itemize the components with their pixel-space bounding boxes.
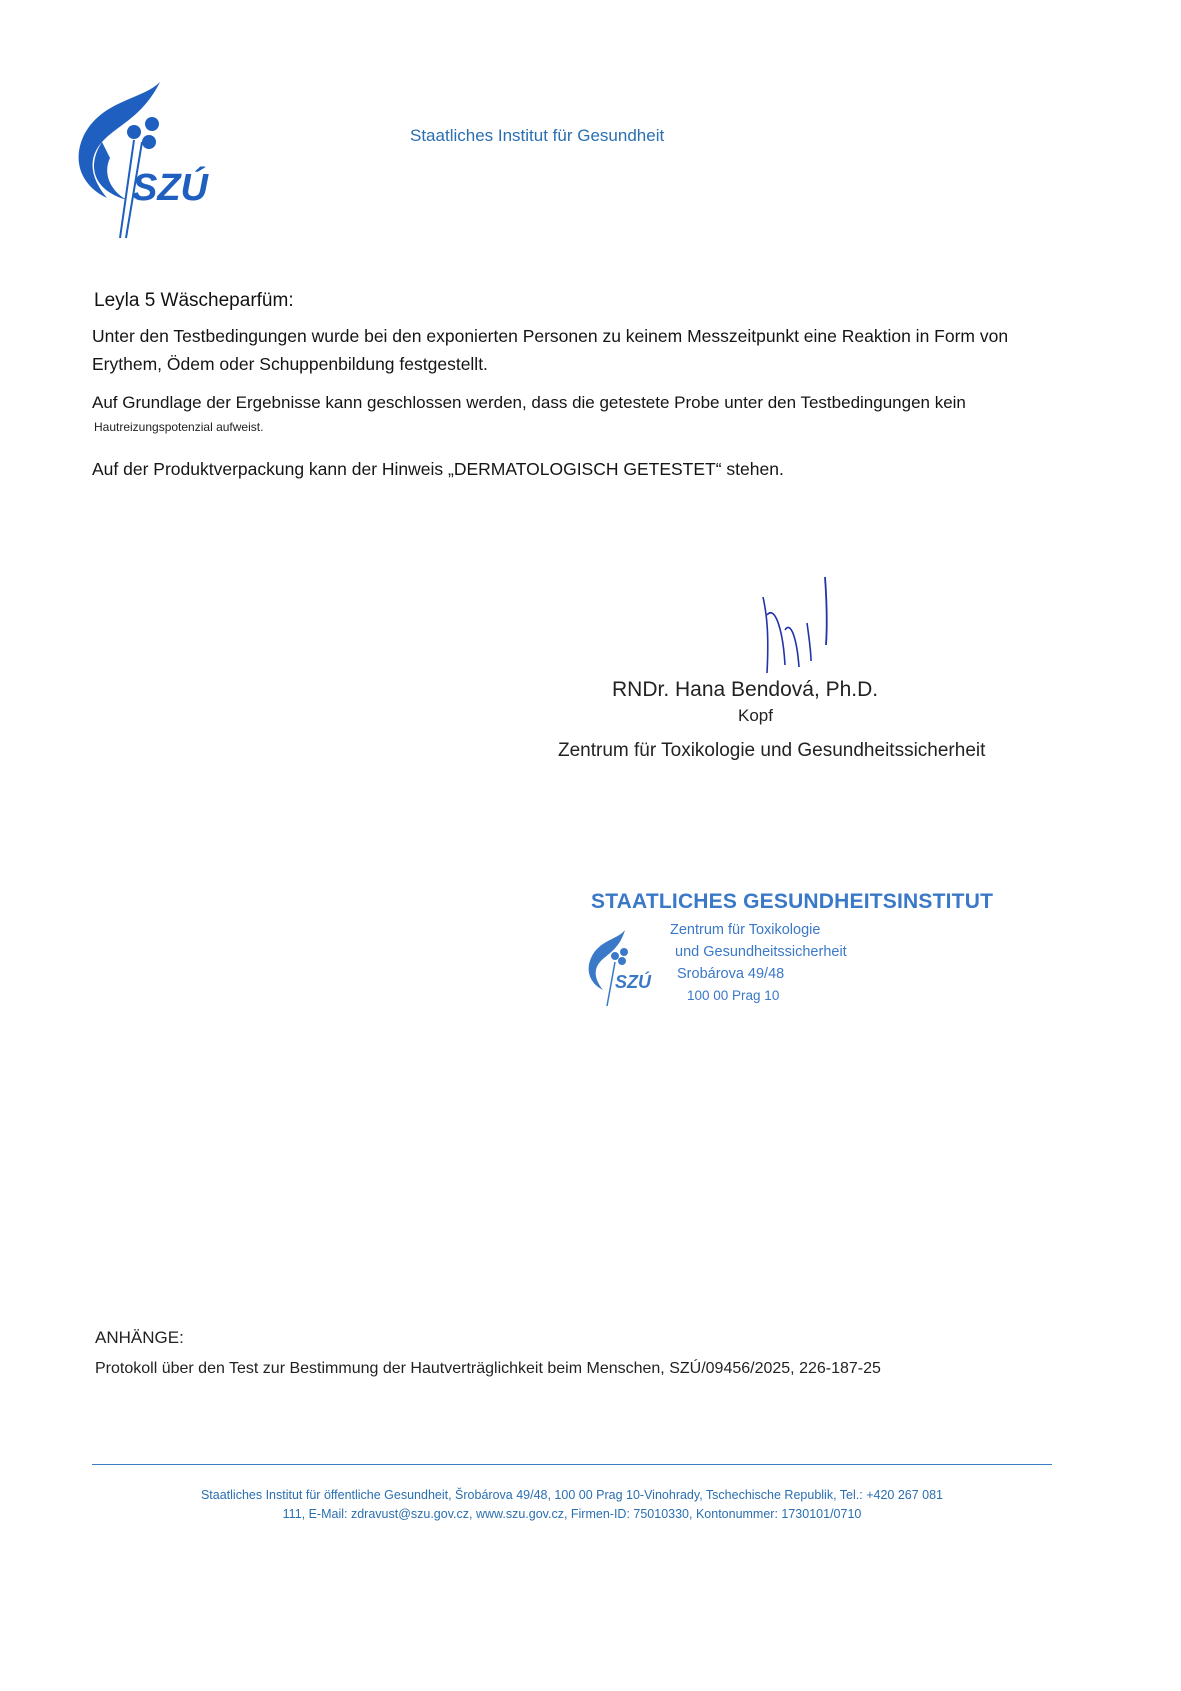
footer-divider <box>92 1464 1052 1465</box>
paragraph-packaging-note: Auf der Produktverpackung kann der Hinweis „DERMATOLOGISCH GETESTET“ stehen. <box>92 459 784 479</box>
handwritten-signature <box>745 575 835 675</box>
logo-text: SZÚ <box>132 167 208 209</box>
stamp-logo-text: SZÚ <box>615 972 651 992</box>
stamp-line-4: 100 00 Prag 10 <box>687 988 780 1003</box>
attachments-title: ANHÄNGE: <box>95 1328 184 1347</box>
signatory-role: Kopf <box>738 706 773 725</box>
stamp-logo <box>585 928 665 1008</box>
attachment-item: Protokoll über den Test zur Bestimmung der Hautverträglichkeit beim Menschen, SZÚ/09456/2025, 226-187-25 <box>95 1360 881 1377</box>
paragraph-conclusion: Auf Grundlage der Ergebnisse kann geschlossen werden, dass die getestete Probe unter den Testbedingungen kein <box>92 393 966 412</box>
paragraph-result: Unter den Testbedingungen wurde bei den exponierten Personen zu keinem Messzeitpunkt eine Reaktion in Form von Erythem, Ödem oder Schuppenbildung festgestellt. <box>92 326 1009 374</box>
footer-contact <box>92 1486 1052 1524</box>
stamp-title: STAATLICHES GESUNDHEITSINSTITUT <box>591 890 994 913</box>
signatory-name: RNDr. Hana Bendová, Ph.D. <box>612 678 879 701</box>
stamp-line-3: Srobárova 49/48 <box>677 966 785 982</box>
header-organization: Staatliches Institut für Gesundheit <box>410 126 665 145</box>
stamp-line-2: und Gesundheitssicherheit <box>675 944 847 960</box>
paragraph-conclusion-continuation: Hautreizungspotenzial aufweist. <box>94 420 264 434</box>
product-label: Leyla 5 Wäscheparfüm: <box>94 290 294 311</box>
footer-line-1: Staatliches Institut für öffentliche Gesundheit, Šrobárova 49/48, 100 00 Prag 10-Vinohrady, Tschechische Republik, Tel.: +420 267 081 <box>200 1488 944 1502</box>
signatory-department: Zentrum für Toxikologie und Gesundheitssicherheit <box>558 740 986 761</box>
footer-line-2: 111, E-Mail: zdravust@szu.gov.cz, www.szu.gov.cz, Firmen-ID: 75010330, Kontonummer: 1730101/0710 <box>282 1507 862 1521</box>
szu-logo <box>72 80 242 240</box>
stamp-line-1: Zentrum für Toxikologie <box>670 922 821 938</box>
institute-stamp <box>585 890 995 1010</box>
